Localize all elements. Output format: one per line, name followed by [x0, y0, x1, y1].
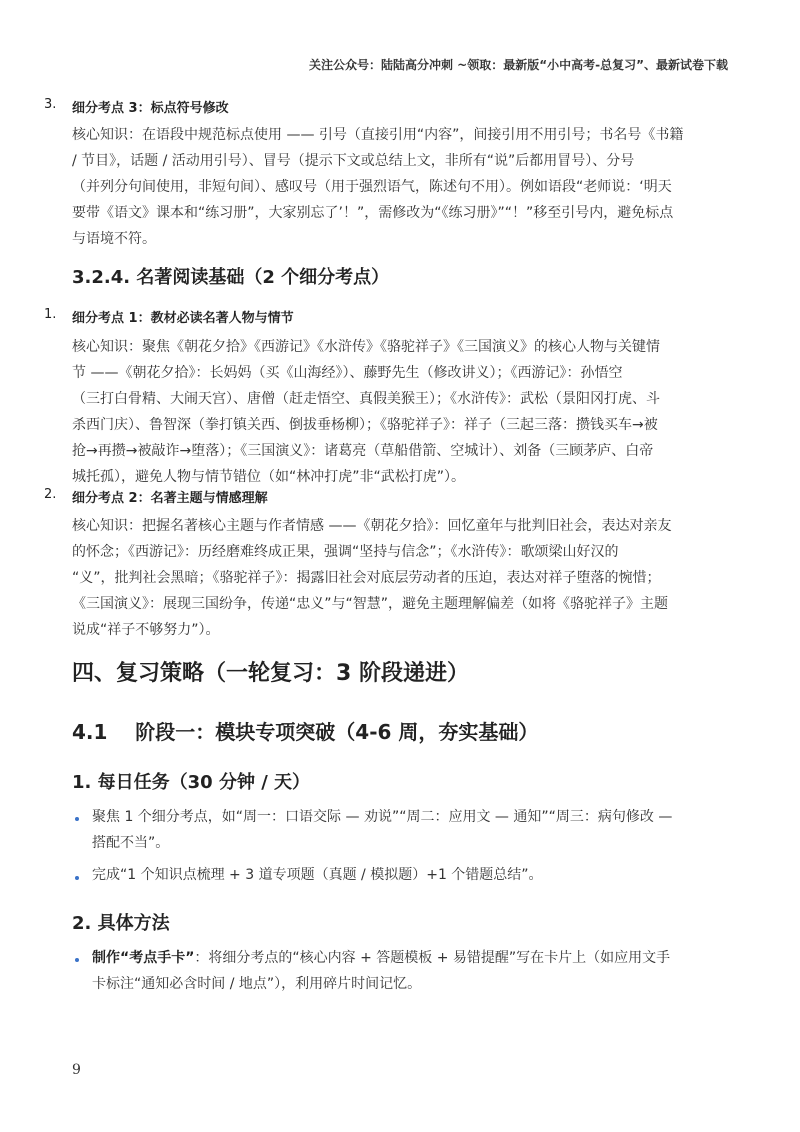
subsection-title: 细分考点 3：标点符号修改: [72, 101, 229, 116]
text-line: 核心知识：在语段中规范标点使用 —— 引号（直接引用“内容”，间接引用不用引号；书名号《书籍: [72, 127, 684, 143]
text-line: 聚焦 1 个细分考点，如“周一：口语交际 — 劝说”“周二：应用文 — 通知”“周三：病句修改 —: [92, 809, 673, 825]
page-number: 9: [72, 1062, 81, 1078]
section-heading: 4.1 阶段一：模块专项突破（4-6 周，夯实基础）: [72, 720, 539, 744]
subsection-title: 细分考点 2：名著主题与情感理解: [72, 491, 268, 506]
text-line: （并列分句间使用，非短句间）、感叹号（用于强烈语气，陈述句不用）。例如语段“老师说：‘明天: [72, 179, 672, 195]
text-line: 节 ——《朝花夕拾》：长妈妈（买《山海经》）、藤野先生（修改讲义）；《西游记》：孙悟空: [72, 365, 623, 381]
text-line: 搭配不当”。: [92, 835, 170, 851]
paragraph-item3: [72, 122, 683, 252]
text-line: 核心知识：把握名著核心主题与作者情感 ——《朝花夕拾》：回忆童年与批判旧社会，表达对亲友: [72, 518, 672, 534]
bullet-item: [92, 804, 672, 856]
paragraph-item2: [72, 513, 671, 643]
text-run: ：将细分考点的“核心内容 + 答题模板 + 易错提醒”写在卡片上（如应用文手: [194, 950, 671, 966]
bullet-item: [92, 862, 543, 888]
text-line: 抢→再攒→被敲诈→堕落）；《三国演义》：诸葛亮（草船借箭、空城计）、刘备（三顾茅庐、白帝: [72, 443, 654, 459]
text-line: 与语境不符。: [72, 231, 156, 247]
text-line: 《三国演义》：展现三国纷争，传递“忠义”与“智慧”，避免主题理解偏差（如将《骆驼祥子》主题: [72, 596, 669, 612]
text-line: 说成“祥子不够努力”）。: [72, 622, 220, 638]
text-line: [92, 945, 670, 971]
text-line: （三打白骨精、大闹天宫）、唐僧（赶走悟空、真假美猴王）；《水浒传》：武松（景阳冈打虎、斗: [72, 391, 660, 407]
bullet-dot-icon: [75, 817, 79, 821]
chapter-heading: 四、复习策略（一轮复习：3 阶段递进）: [72, 661, 469, 686]
text-line: 完成“1 个知识点梳理 + 3 道专项题（真题 / 模拟题）+1 个错题总结”。: [92, 867, 543, 883]
paragraph-item1: [72, 334, 660, 490]
bullet-dot-icon: [75, 876, 79, 880]
text-line: / 节目》，话题 / 活动用引号）、冒号（提示下文或总结上文，非所有“说”后都用冒号）、分号: [72, 153, 635, 169]
section-heading: 3.2.4. 名著阅读基础（2 个细分考点）: [72, 267, 390, 288]
text-line: “义”，批判社会黑暗；《骆驼祥子》：揭露旧社会对底层劳动者的压迫，表达对祥子堕落的惋惜；: [72, 570, 661, 586]
bullet-dot-icon: [75, 958, 79, 962]
subheading-daily-tasks: 1. 每日任务（30 分钟 / 天）: [72, 772, 311, 793]
list-number: 1.: [44, 307, 57, 322]
text-line: 卡标注“通知必含时间 / 地点”），利用碎片时间记忆。: [92, 976, 422, 992]
text-line: 城托孤），避免人物与情节错位（如“林冲打虎”非“武松打虎”）。: [72, 469, 466, 485]
text-line: 杀西门庆）、鲁智深（拳打镇关西、倒拔垂杨柳）；《骆驼祥子》：祥子（三起三落：攒钱买车→被: [72, 417, 658, 433]
bullet-item: [92, 945, 670, 997]
subheading-methods: 2. 具体方法: [72, 913, 170, 934]
bold-term: 制作“考点手卡”: [92, 950, 195, 966]
text-line: 的怀念；《西游记》：历经磨难终成正果，强调“坚持与信念”；《水浒传》：歌颂梁山好汉的: [72, 544, 619, 560]
text-line: 要带《语文》课本和“练习册”，大家别忘了’！”，需修改为“《练习册》”“！”移至引号内，避免标点: [72, 205, 674, 221]
list-number: 2.: [44, 487, 57, 502]
subsection-title: 细分考点 1：教材必读名著人物与情节: [72, 311, 294, 326]
page-header: 关注公众号：陆陆高分冲刺 ~领取：最新版“小中高考-总复习”、最新试卷下载: [309, 58, 728, 72]
text-line: 核心知识：聚焦《朝花夕拾》《西游记》《水浒传》《骆驼祥子》《三国演义》的核心人物与关键情: [72, 339, 660, 355]
list-number: 3.: [44, 97, 57, 112]
